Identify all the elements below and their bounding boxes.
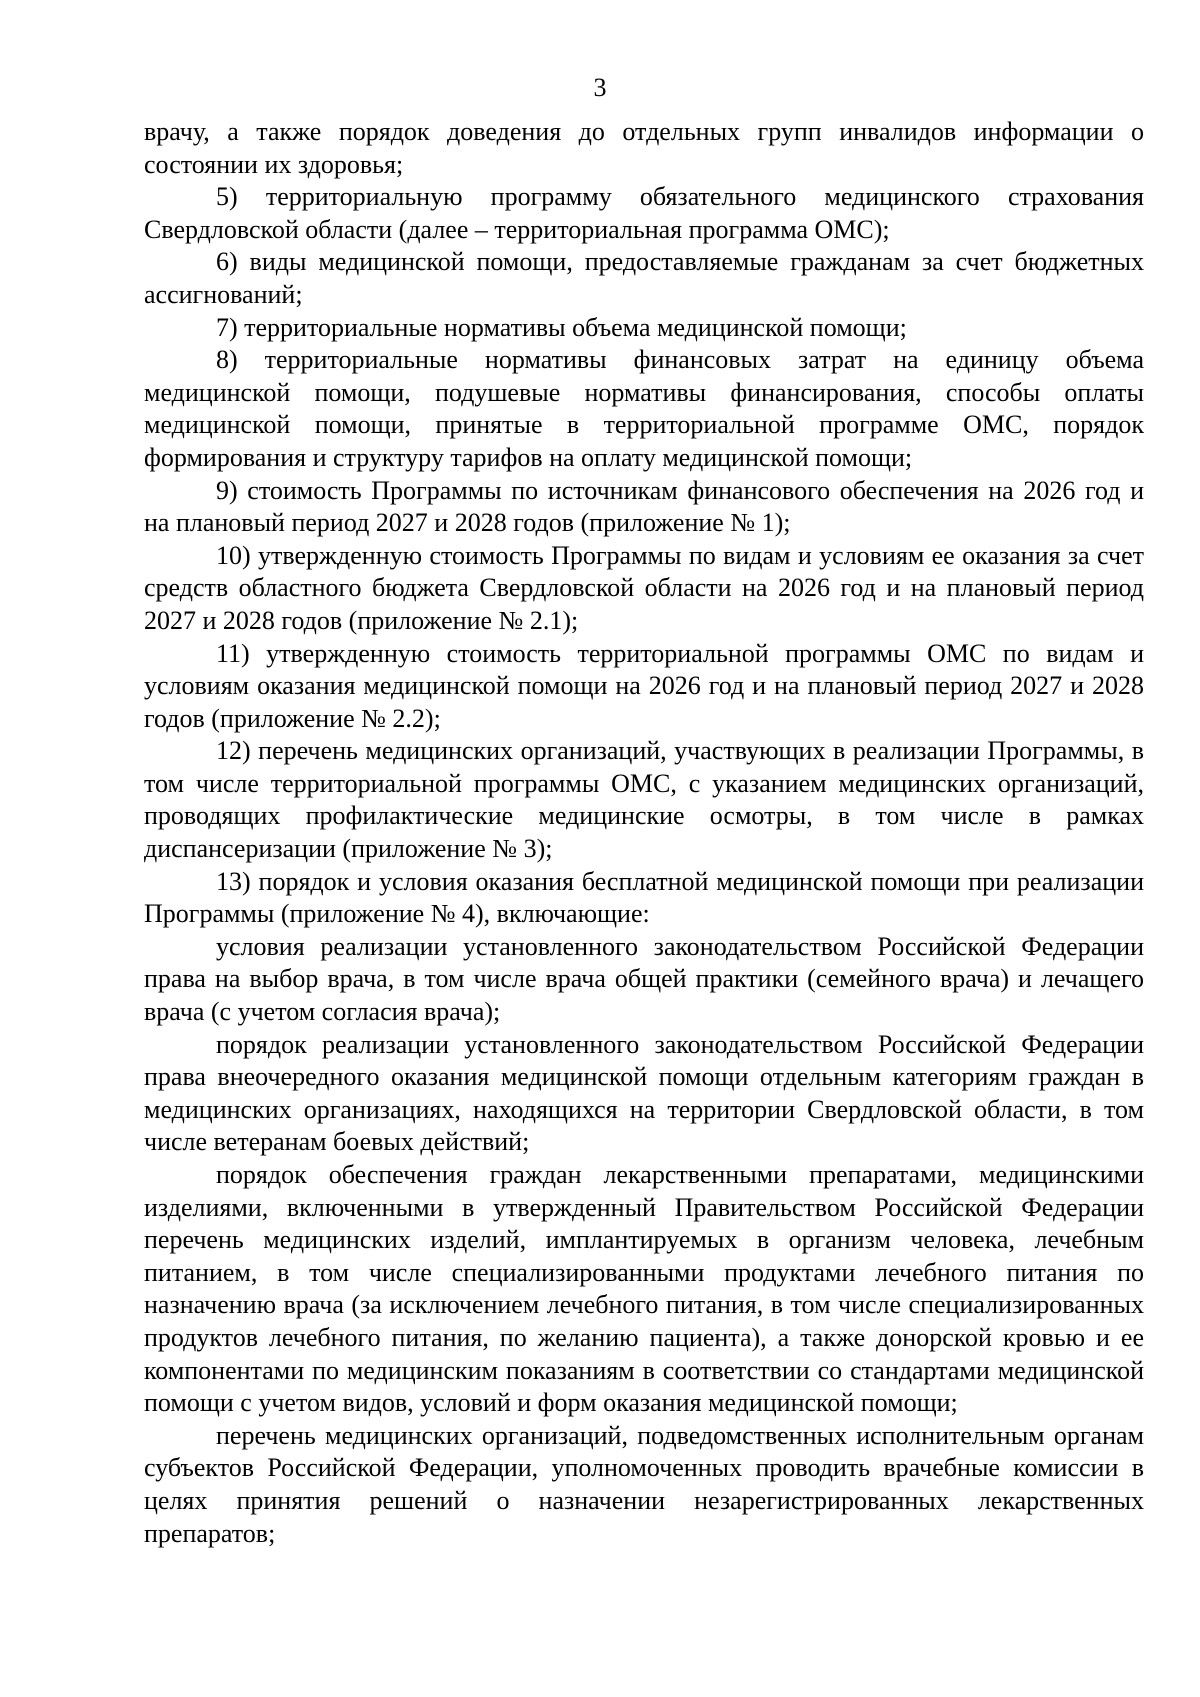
paragraph-continuation: врачу, а также порядок доведения до отдельных групп инвалидов информации о состоянии их здоровья; bbox=[144, 117, 1144, 179]
list-item-12: 12) перечень медицинских организаций, участвующих в реализации Программы, в том числе территориальной программы ОМС, с указанием медицинских организаций, проводящих профилактические медицинские осмотры, в том числе в рамках диспансеризации (приложение № 3); bbox=[144, 736, 1144, 864]
list-item-7: 7) территориальные нормативы объема медицинской помощи; bbox=[216, 312, 907, 342]
page-number: 3 bbox=[593, 73, 607, 102]
list-item-5: 5) территориальную программу обязательного медицинского страхования Свердловской области (далее – территориальная программа ОМС); bbox=[144, 182, 1144, 244]
subitem-choice-of-doctor: условия реализации установленного законодательством Российской Федерации права на выбор врача, в том числе врача общей практики (семейного врача) и лечащего врача (с учетом согласия врача); bbox=[144, 931, 1144, 1027]
subitem-medical-commissions: перечень медицинских организаций, подведомственных исполнительным органам субъектов Российской Федерации, уполномоченных проводить врачебные комиссии в целях принятия решений о назначении незарегистрированных лекарственных препаратов; bbox=[144, 1420, 1144, 1548]
document-body bbox=[144, 116, 1144, 1550]
subitem-drug-provision: порядок обеспечения граждан лекарственными препаратами, медицинскими изделиями, включенными в утвержденный Правительством Российской Федерации перечень медицинских изделий, имплантируемых в организм человека, лечебным питанием, в том числе специализированными продуктами лечебного питания по назначению врача (за исключением лечебного питания, в том числе специализированных продуктов лечебного питания, по желанию пациента), а также донорской кровью и ее компонентами по медицинским показаниям в соответствии со стандартами медицинской помощи с учетом видов, условий и форм оказания медицинской помощи; bbox=[144, 1160, 1144, 1418]
list-item-9: 9) стоимость Программы по источникам финансового обеспечения на 2026 год и на плановый период 2027 и 2028 годов (приложение № 1); bbox=[144, 475, 1144, 538]
subitem-priority-care: порядок реализации установленного законодательством Российской Федерации права внеочередного оказания медицинской помощи отдельным категориям граждан в медицинских организациях, находящихся на территории Свердловской области, в том числе ветеранам боевых действий; bbox=[144, 1029, 1144, 1157]
list-item-10: 10) утвержденную стоимость Программы по видам и условиям ее оказания за счет средств областного бюджета Свердловской области на 2026 год и на плановый период 2027 и 2028 годов (приложение № 2.1); bbox=[144, 540, 1144, 635]
list-item-13: 13) порядок и условия оказания бесплатной медицинской помощи при реализации Программы (приложение № 4), включающие: bbox=[144, 866, 1144, 929]
list-item-8: 8) территориальные нормативы финансовых затрат на единицу объема медицинской помощи, подушевые нормативы финансирования, способы оплаты медицинской помощи, принятые в территориальной программе ОМС, порядок формирования и структуру тарифов на оплату медицинской помощи; bbox=[144, 345, 1144, 472]
list-item-6: 6) виды медицинской помощи, предоставляемые гражданам за счет бюджетных ассигнований; bbox=[144, 247, 1144, 309]
list-item-11: 11) утвержденную стоимость территориальной программы ОМС по видам и условиям оказания медицинской помощи на 2026 год и на плановый период 2027 и 2028 годов (приложение № 2.2); bbox=[144, 638, 1144, 733]
